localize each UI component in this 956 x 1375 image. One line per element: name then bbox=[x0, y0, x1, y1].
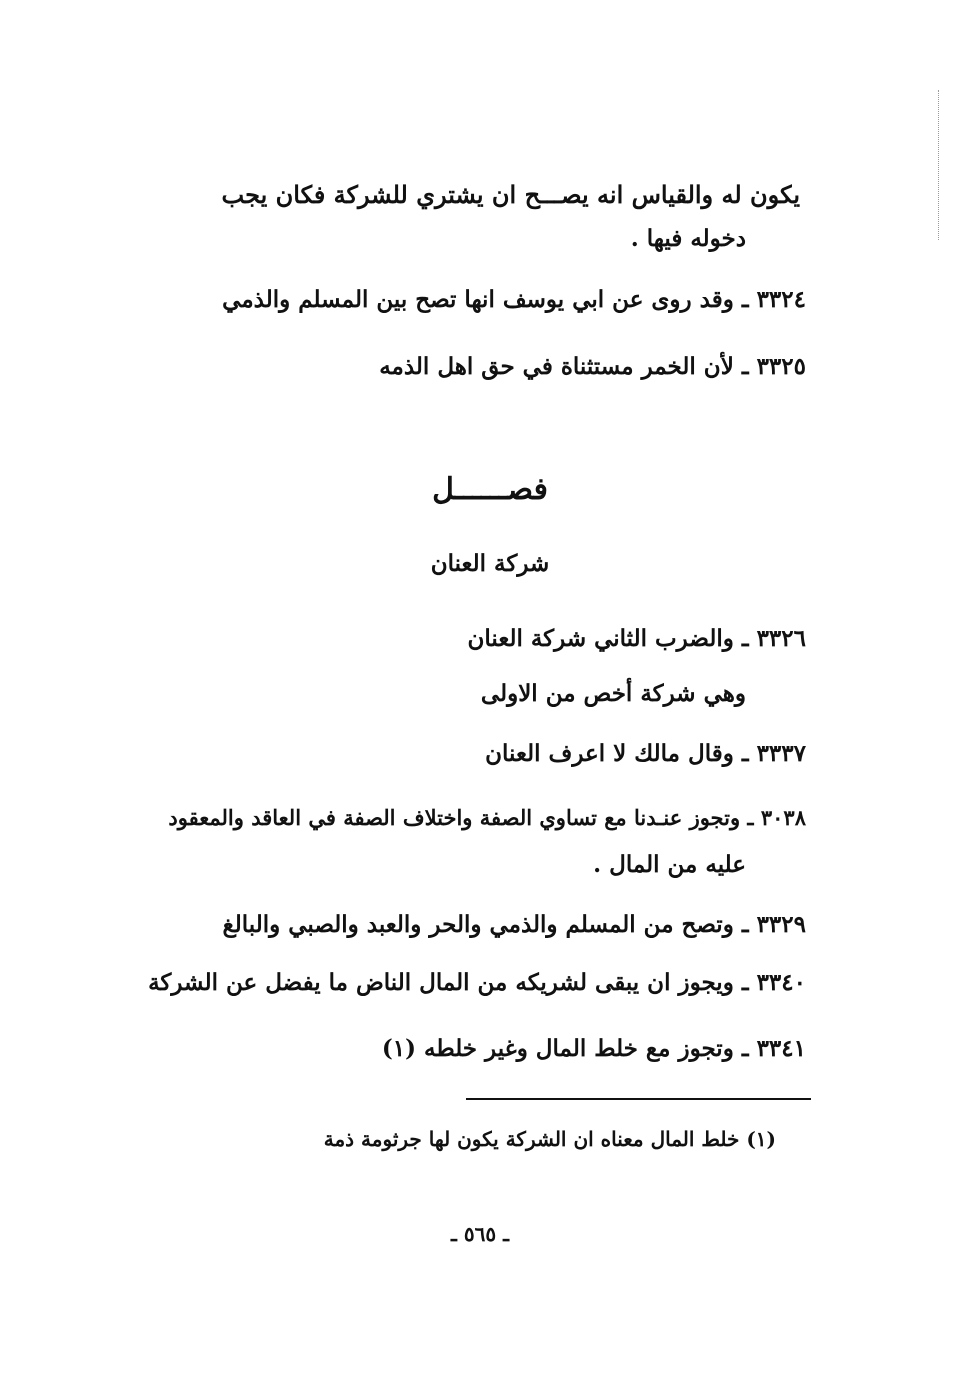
scan-margin-line bbox=[938, 90, 940, 240]
entry-3341: ٣٣٤١ ـ وتجوز مع خلط المال وغير خلطه (١) bbox=[381, 1035, 806, 1062]
text-line-3: ٣٣٢٤ ـ وقد روى عن ابي يوسف انها تصح بين المسلم والذمي bbox=[222, 286, 806, 313]
entry-3038: ٣٠٣٨ ـ وتجوز عنـدنا مع تساوي الصفة واختلاف الصفة في العاقد والمعقود bbox=[168, 805, 806, 830]
entry-3038-continuation: عليه من المال . bbox=[593, 851, 746, 878]
entry-3340: ٣٣٤٠ ـ ويجوز ان يبقى لشريكه من المال الناض ما يفضل عن الشركة bbox=[148, 969, 806, 996]
footnote: (١) خلط المال معناه ان الشركة يكون لها جرثومة ذمة bbox=[323, 1127, 776, 1151]
section-subtitle: شركة العنان bbox=[430, 550, 550, 577]
entry-3326-continuation: وهي شركة أخص من الاولى bbox=[480, 680, 746, 707]
section-title: فصــــــل bbox=[432, 472, 548, 507]
text-line-2: دخوله فيها . bbox=[630, 225, 746, 252]
text-line-4: ٣٣٢٥ ـ لأن الخمر مستثناة في حق اهل الذمه bbox=[379, 353, 806, 380]
footnote-separator bbox=[466, 1098, 811, 1100]
text-line-1: يكون له والقياس انه يصـــح ان يشتري للشركة فكان يجب bbox=[221, 180, 800, 209]
entry-3329: ٣٣٢٩ ـ وتصح من المسلم والذمي والحر والعبد والصبي والبالغ bbox=[222, 911, 806, 938]
page-number: ـ ٥٦٥ ـ bbox=[451, 1222, 509, 1246]
entry-3337: ٣٣٣٧ ـ وقال مالك لا اعرف العنان bbox=[485, 740, 806, 767]
entry-3326: ٣٣٢٦ ـ والضرب الثاني شركة العنان bbox=[467, 625, 806, 652]
